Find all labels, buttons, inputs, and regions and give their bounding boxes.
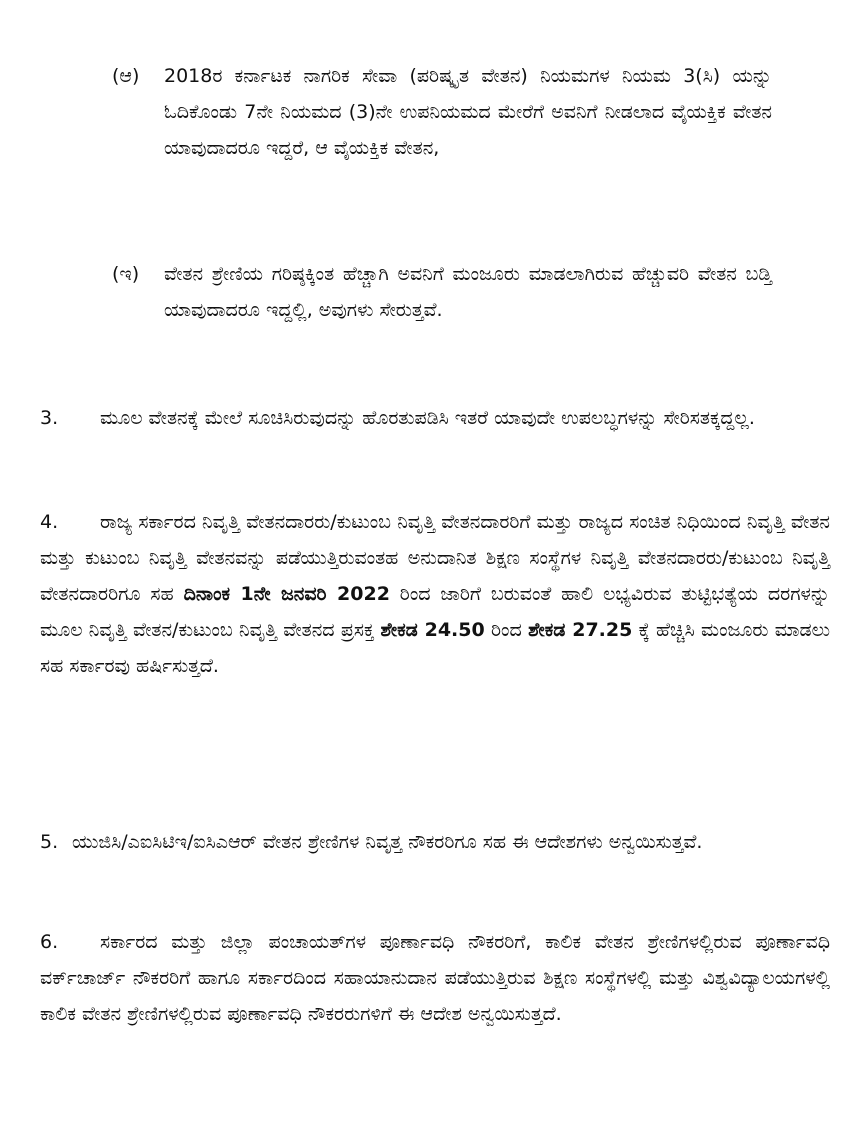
paragraph-number: 6. (40, 931, 59, 953)
sub-clause-marker: (ಇ) (112, 263, 140, 285)
paragraph-text: ಕ್ಕೆ ಹೆಚ್ಚಿಸಿ ಮಂಜೂರು ಮಾಡಲು ಸಹ ಸರ್ಕಾರವು ಹರ್ಷಿಸುತ್ತದೆ. (40, 619, 831, 677)
effective-date: ದಿನಾಂಕ 1ನೇ ಜನವರಿ 2022 (183, 583, 390, 605)
sub-clause-text: ವೇತನ ಶ್ರೇಣಿಯ ಗರಿಷ್ಠಕ್ಕಿಂತ ಹೆಚ್ಚಾಗಿ ಅವನಿಗೆ ಮಂಜೂರು ಮಾಡಲಾಗಿರುವ ಹೆಚ್ಚುವರಿ ವೇತನ ಬಡ್ತಿ ಯಾವುದಾದರೂ ಇದ್ದಲ್ಲಿ, ಅವುಗಳು ಸೇರುತ್ತವೆ. (164, 263, 772, 321)
paragraph-4 (40, 504, 830, 684)
paragraph-number: 4. (40, 511, 59, 533)
sub-clause-aa (112, 58, 772, 166)
paragraph-text: ರಾಜ್ಯ ಸರ್ಕಾರದ ನಿವೃತ್ತಿ ವೇತನದಾರರು/ಕುಟುಂಬ ನಿವೃತ್ತಿ ವೇತನದಾರರಿಗೆ ಮತ್ತು ರಾಜ್ಯದ ಸಂಚಿತ ನಿಧಿಯಿಂದ ನಿವೃತ್ತಿ ವೇತನ ಮತ್ತು ಕುಟುಂಬ ನಿವೃತ್ತಿ ವೇತನವನ್ನು ಪಡೆಯುತ್ತಿರುವಂತಹ ಅನುದಾನಿತ ಶಿಕ್ಷಣ ಸಂಸ್ಥೆಗಳ ನಿವೃತ್ತಿ ವೇತನದಾರರು/ಕುಟುಂಬ ನಿವೃತ್ತಿ ವೇತನದಾರರಿಗೂ ಸಹ (40, 511, 830, 605)
paragraph-5 (40, 824, 830, 860)
sub-clause-i (112, 256, 772, 328)
sub-clause-marker: (ಆ) (112, 65, 140, 87)
paragraph-number: 3. (40, 407, 59, 429)
paragraph-text: ರಿಂದ ಜಾರಿಗೆ ಬರುವಂತೆ ಹಾಲಿ ಲಭ್ಯವಿರುವ ತುಟ್ಟಿಭತ್ಯೆಯ ದರಗಳನ್ನು ಮೂಲ ನಿವೃತ್ತಿ ವೇತನ/ಕುಟುಂಬ ನಿವೃತ್ತಿ ವೇತನದ ಪ್ರಸಕ್ತ (40, 583, 830, 641)
paragraph-6 (40, 924, 830, 1032)
rate-from: ಶೇಕಡ 24.50 (380, 619, 485, 641)
paragraph-text: ಯುಜಿಸಿ/ಎಐಸಿಟಿಇ/ಐಸಿಎಆರ್ ವೇತನ ಶ್ರೇಣಿಗಳ ನಿವೃತ್ತ ನೌಕರರಿಗೂ ಸಹ ಈ ಆದೇಶಗಳು ಅನ್ವಯಿಸುತ್ತವೆ. (72, 831, 703, 853)
sub-clause-text: 2018ರ ಕರ್ನಾಟಕ ನಾಗರಿಕ ಸೇವಾ (ಪರಿಷ್ಕೃತ ವೇತನ) ನಿಯಮಗಳ ನಿಯಮ 3(ಸಿ) ಯನ್ನು ಓದಿಕೊಂಡು 7ನೇ ನಿಯಮದ (3)ನೇ ಉಪನಿಯಮದ ಮೇರೆಗೆ ಅವನಿಗೆ ನೀಡಲಾದ ವೈಯಕ್ತಿಕ ವೇತನ ಯಾವುದಾದರೂ ಇದ್ದರೆ, ಆ ವೈಯಕ್ತಿಕ ವೇತನ, (164, 65, 772, 159)
rate-to: ಶೇಕಡ 27.25 (528, 619, 633, 641)
paragraph-number: 5. (40, 831, 59, 853)
paragraph-text: ಸರ್ಕಾರದ ಮತ್ತು ಜಿಲ್ಲಾ ಪಂಚಾಯತ್‌ಗಳ ಪೂರ್ಣಾವಧಿ ನೌಕರರಿಗೆ, ಕಾಲಿಕ ವೇತನ ಶ್ರೇಣಿಗಳಲ್ಲಿರುವ ಪೂರ್ಣಾವಧಿ ವರ್ಕ್‌ಚಾರ್ಜ್ ನೌಕರರಿಗೆ ಹಾಗೂ ಸರ್ಕಾರದಿಂದ ಸಹಾಯಾನುದಾನ ಪಡೆಯುತ್ತಿರುವ ಶಿಕ್ಷಣ ಸಂಸ್ಥೆಗಳಲ್ಲಿ ಮತ್ತು ವಿಶ್ವವಿದ್ಯಾಲಯಗಳಲ್ಲಿ ಕಾಲಿಕ ವೇತನ ಶ್ರೇಣಿಗಳಲ್ಲಿರುವ ಪೂರ್ಣಾವಧಿ ನೌಕರರುಗಳಿಗೆ ಈ ಆದೇಶ ಅನ್ವಯಿಸುತ್ತದೆ. (40, 931, 830, 1025)
paragraph-3 (40, 400, 830, 436)
paragraph-text: ರಿಂದ (484, 619, 529, 641)
paragraph-text: ಮೂಲ ವೇತನಕ್ಕೆ ಮೇಲೆ ಸೂಚಿಸಿರುವುದನ್ನು ಹೊರತುಪಡಿಸಿ ಇತರೆ ಯಾವುದೇ ಉಪಲಬ್ಧಗಳನ್ನು ಸೇರಿಸತಕ್ಕದ್ದಲ್ಲ. (100, 407, 755, 429)
